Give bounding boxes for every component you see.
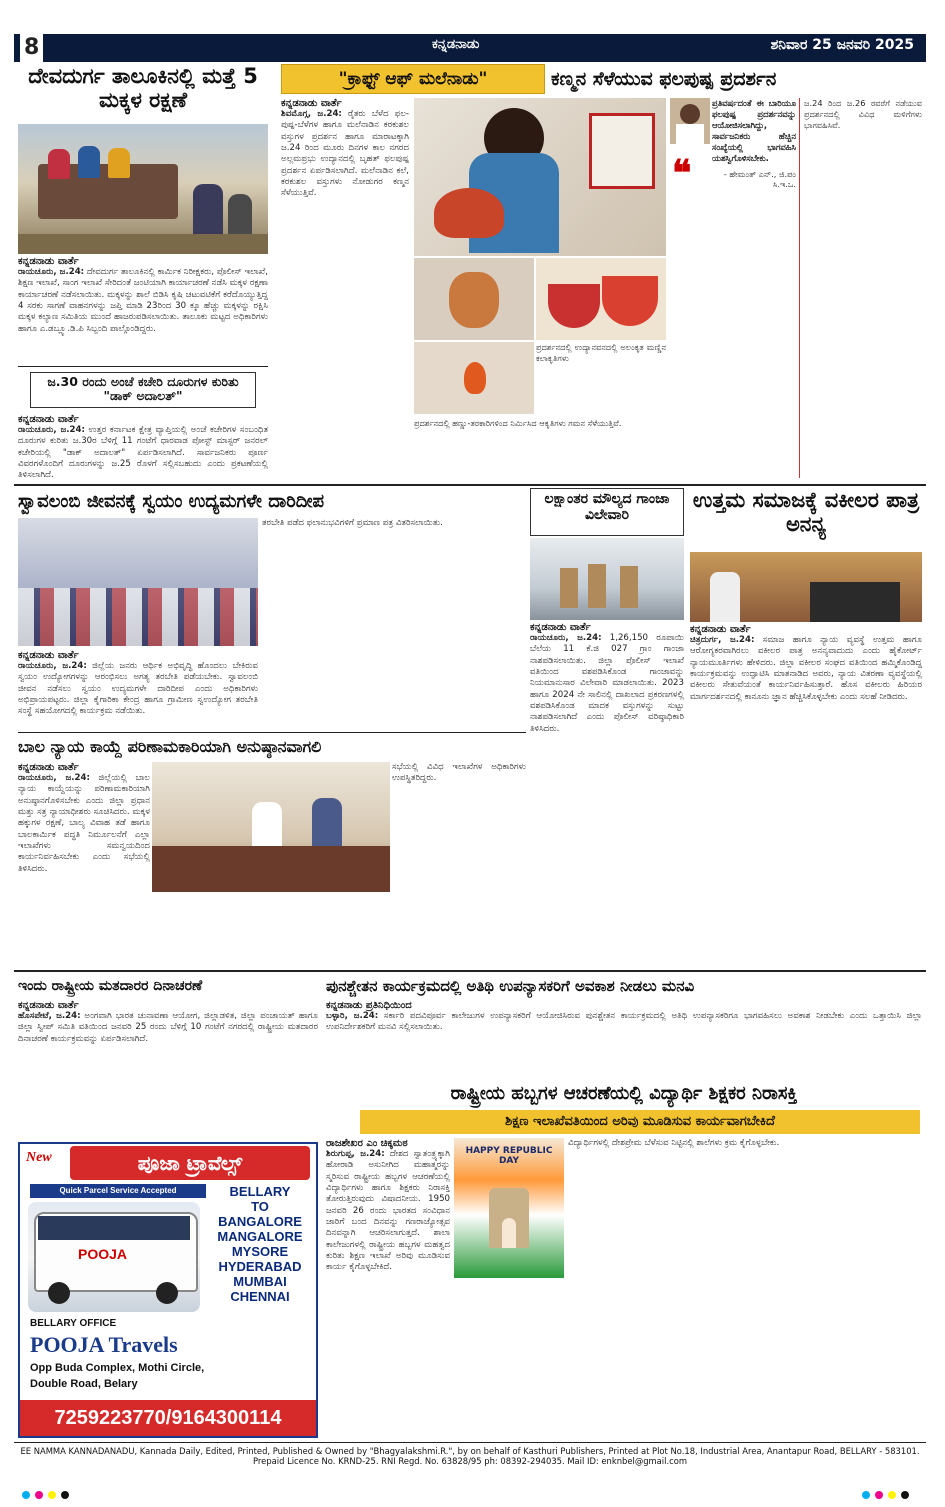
article3-dateline: ಶಿವಮೊಗ್ಗ, ಜ.24: <box>281 109 342 119</box>
article5-photo <box>530 538 684 620</box>
color-registration-dots <box>862 1484 922 1494</box>
article8-text: ಅಂಗವಾಗಿ ಭಾರತ ಚುನಾವಣಾ ಆಯೋಗ, ಜಿಲ್ಲಾಡಳಿತ, ಜಿಲ್ಲಾ ಪಂಚಾಯತ್ ಹಾಗೂ ಜಿಲ್ಲಾ ಸ್ವೀಪ್ ಸಮಿತಿ ವತಿಯಿಂದ ಜನವರಿ 25 ರಂದು ಬೆಳಿಗ್ಗೆ 10 ಗಂಟೆಗೆ ನಗರದಲ್ಲಿ ರಾಷ್ಟ್ರೀಯ ಮತದಾರರ ದಿನಾಚರಣೆ ಕಾರ್ಯಕ್ರಮವನ್ನು ಏರ್ಪಡಿಸಲಾಗಿದೆ. <box>18 1011 318 1044</box>
article10-headline: ರಾಷ್ಟ್ರೀಯ ಹಬ್ಬಗಳ ಆಚರಣೆಯಲ್ಲಿ ವಿದ್ಯಾರ್ಥಿ ಶಿಕ್ಷಕರ ನಿರಾಸಕ್ತಿ <box>450 1083 798 1104</box>
article3-photo-main <box>414 98 666 256</box>
footer-divider <box>14 1442 926 1443</box>
article3-caption-box <box>536 342 666 414</box>
article10-text: ದೇಶದ ಸ್ವಾತಂತ್ರ್ಯಕ್ಕಾಗಿ ಹೋರಾಡಿ ಅಸುನೀಗಿದ ಮಹಾತ್ಮರನ್ನು ಸ್ಮರಿಸುವ ರಾಷ್ಟ್ರೀಯ ಹಬ್ಬಗಳ ಆಚರಣೆಯಲ್ಲಿ ವಿದ್ಯಾರ್ಥಿಗಳು ಹಾಗೂ ಶಿಕ್ಷಕರು ನಿರಾಸಕ್ತಿ ತೋರುತ್ತಿರುವುದು ವಿಷಾದನೀಯ. 1950 ಜನವರಿ 26 ರಂದು ಭಾರತದ ಸಂವಿಧಾನ ಜಾರಿಗೆ ಬಂದ ದಿನವನ್ನು ಗಣರಾಜ್ಯೋತ್ಸವ ದಿನವನ್ನಾಗಿ ಆಚರಿಸಲಾಗುತ್ತದೆ. ಶಾಲಾ ಕಾಲೇಜುಗಳಲ್ಲಿ ರಾಷ್ಟ್ರೀಯ ಹಬ್ಬಗಳ ಮಹತ್ವದ ಕುರಿತು ಶಿಕ್ಷಣ ಇಲಾಖೆ ಅರಿವು ಮೂಡಿಸುವ ಕಾರ್ಯ ಕೈಗೊಳ್ಳಬೇಕಿದೆ. <box>326 1149 450 1273</box>
ad-phone-box <box>20 1400 316 1436</box>
article10-body-cont: ವಿದ್ಯಾರ್ಥಿಗಳಲ್ಲಿ ದೇಶಪ್ರೇಮ ಬೆಳೆಸುವ ನಿಟ್ಟಿನಲ್ಲಿ ಶಾಲೆಗಳು ಕ್ರಮ ಕೈಗೊಳ್ಳಬೇಕು. <box>568 1138 780 1148</box>
column-divider <box>799 98 800 478</box>
article1-dateline: ರಾಯಚೂರು, ಜ.24: <box>18 267 85 277</box>
ad-destination: MANGALORE <box>217 1229 303 1244</box>
article3-byline: ಕನ್ನಡನಾಡು ವಾರ್ತೆ <box>281 98 342 109</box>
article6-body <box>690 624 922 966</box>
article8-byline: ಕನ್ನಡನಾಡು ವಾರ್ತೆ <box>18 1000 79 1011</box>
ad-address-1: Opp Buda Complex, Mothi Circle, <box>30 1362 205 1374</box>
article3-quote-box <box>712 98 796 294</box>
ad-company: POOJA Travels <box>30 1332 178 1357</box>
article10-byline: ರಾಜಶೇಖರ ಎಂ ಚಿಕ್ಕಮಠ <box>326 1138 408 1149</box>
article3-headline: ಕಣ್ಮನ ಸೆಳೆಯುವ ಫಲಪುಷ್ಪ ಪ್ರದರ್ಶನ <box>551 68 777 90</box>
quote-mark-icon: ❝ <box>672 152 692 194</box>
article10-republic-day-image <box>454 1138 564 1278</box>
article6-headline: ಉತ್ತಮ ಸಮಾಜಕ್ಕೆ ವಕೀಲರ ಪಾತ್ರ ಅನನ್ಯ <box>692 488 920 537</box>
article2-body <box>18 414 268 480</box>
article5-byline: ಕನ್ನಡನಾಡು ವಾರ್ತೆ <box>530 622 591 633</box>
divider <box>18 366 268 367</box>
ad-brand-box <box>70 1146 310 1180</box>
paper-name: ಕನ್ನಡನಾಡು <box>432 37 480 52</box>
ad-brand: ಪೂಜಾ ಟ್ರಾವೆಲ್ಸ್ <box>137 1151 243 1175</box>
ad-destination: BANGALORE <box>218 1214 302 1229</box>
article3-caption: ಪ್ರದರ್ಶನದಲ್ಲಿ ಉದ್ಯಾನವನದಲ್ಲಿ ಅಲಂಕೃತ ಮಣ್ಣಿನ ಕಲಾಕೃತಿಗಳು <box>536 342 666 363</box>
article7-text: ಜಿಲ್ಲೆಯಲ್ಲಿ ಬಾಲ ನ್ಯಾಯ ಕಾಯ್ದೆಯನ್ನು ಪರಿಣಾಮಕಾರಿಯಾಗಿ ಅನುಷ್ಠಾನಗೊಳಿಸಬೇಕು ಎಂದು ಜಿಲ್ಲಾ ಪ್ರಧಾನ ಮತ್ತು ಸತ್ರ ನ್ಯಾಯಾಧೀಶರು ಸೂಚಿಸಿದರು. ಮಕ್ಕಳ ಹಕ್ಕುಗಳ ರಕ್ಷಣೆ, ಬಾಲ್ಯ ವಿವಾಹ ತಡೆ ಹಾಗೂ ಬಾಲಕಾರ್ಮಿಕ ಪದ್ಧತಿ ನಿರ್ಮೂಲನೆಗೆ ಎಲ್ಲಾ ಇಲಾಖೆಗಳು ಸಮನ್ವಯದಿಂದ ಕಾರ್ಯನಿರ್ವಹಿಸಬೇಕು ಎಂದು ಸಭೆಯಲ್ಲಿ ತಿಳಿಸಿದರು. <box>18 773 150 874</box>
article3-quote-photo <box>670 98 710 144</box>
article6-dateline: ಚಿತ್ರದುರ್ಗ, ಜ.24: <box>690 635 755 645</box>
ad-destination: MYSORE <box>231 1244 289 1259</box>
article3-tag: "ಕ್ರಾಫ್ಟ್ ಆಫ್ ಮಲೆನಾಡು" <box>338 69 488 89</box>
article3-tag-box <box>281 64 545 94</box>
article4-photo <box>18 518 258 646</box>
article4-text: ಜಿಲ್ಲೆಯ ಜನರು ಆರ್ಥಿಕ ಅಭಿವೃದ್ಧಿ ಹೊಂದಲು ಬೇಕಿರುವ ಸ್ವಯಂ ಉದ್ಯೋಗಗಳನ್ನು ಆರಂಭಿಸಲು ಅಗತ್ಯ ತರಬೇತಿ ಪಡೆಯಬೇಕು. ಸ್ವಾವಲಂಬಿ ಜೀವನ ನಡೆಸಲು ಸ್ವಯಂ ಉದ್ಯಮಗಳೇ ದಾರಿದೀಪ ಎಂದು ಅಧಿಕಾರಿಗಳು ಅಭಿಪ್ರಾಯಪಟ್ಟರು. ಜಿಲ್ಲಾ ಕೈಗಾರಿಕಾ ಕೇಂದ್ರ ಹಾಗೂ ಗ್ರಾಮೀಣ ಸ್ವಉದ್ಯೋಗ ತರಬೇತಿ ಸಂಸ್ಥೆ ಸಹಯೋಗದಲ್ಲಿ ಕಾರ್ಯಕ್ರಮ ನಡೆಯಿತು. <box>18 661 258 717</box>
pooja-travels-ad <box>18 1142 318 1438</box>
article1-body <box>18 256 268 364</box>
ad-routes <box>206 1184 314 1304</box>
article3-body <box>281 98 409 336</box>
article7-photo <box>152 762 390 892</box>
page-number: 8 <box>20 34 43 62</box>
masthead-bar <box>14 34 926 62</box>
article3-body-cont: ಪ್ರದರ್ಶನದಲ್ಲಿ ಹಣ್ಣು-ತರಕಾರಿಗಳಿಂದ ನಿರ್ಮಿಸಿದ ಆಕೃತಿಗಳು ಗಮನ ಸೆಳೆಯುತ್ತಿವೆ. <box>414 418 622 428</box>
ad-new-label: New <box>26 1150 52 1165</box>
article4-body-cont: ತರಬೇತಿ ಪಡೆದ ಫಲಾನುಭವಿಗಳಿಗೆ ಪ್ರಮಾಣ ಪತ್ರ ವಿತರಿಸಲಾಯಿತು. <box>262 518 443 528</box>
article10-dateline: ಶಿರುಗುಪ್ಪ, ಜ.24: <box>326 1149 385 1159</box>
article6-byline: ಕನ್ನಡನಾಡು ವಾರ್ತೆ <box>690 624 751 635</box>
article3-text: ರೈತರು ಬೆಳೆದ ಫಲ-ಪುಷ್ಪ-ಬೆಳೆಗಳ ಹಾಗೂ ಮಲೆನಾಡಿನ ಕರಕುಶಲ ವಸ್ತುಗಳ ಪ್ರದರ್ಶನ ಹಾಗೂ ಮಾರಾಟಕ್ಕಾಗಿ ಜ.24 ರಿಂದ ಮೂರು ದಿನಗಳ ಕಾಲ ನಗರದ ಅಲ್ಲಮಪ್ರಭು ಉದ್ಯಾನದಲ್ಲಿ ಬೃಹತ್ ಫಲಪುಷ್ಪ ಪ್ರದರ್ಶನ ಏರ್ಪಡಿಸಲಾಗಿದೆ. ಮಲೆನಾಡಿನ ಕಲೆ, ಕರಕುಶಲ ವಸ್ತುಗಳು ನೋಡುಗರ ಕಣ್ಮನ ಸೆಳೆಯುತ್ತಿವೆ. <box>281 109 409 199</box>
article9-dateline: ಬಳ್ಳಾರಿ, ಜ.24: <box>326 1011 379 1021</box>
article4-headline: ಸ್ವಾವಲಂಬಿ ಜೀವನಕ್ಕೆ ಸ್ವಯಂ ಉದ್ಯಮಗಳೇ ದಾರಿದೀಪ <box>18 491 325 512</box>
article9-text: ಸರ್ಕಾರಿ ಪದವಿಪೂರ್ವ ಕಾಲೇಜುಗಳ ಉಪನ್ಯಾಸಕರಿಗೆ ಆಯೋಜಿಸಿರುವ ಪುನಶ್ಚೇತನ ಕಾರ್ಯಕ್ರಮದಲ್ಲಿ ಅತಿಥಿ ಉಪನ್ಯಾಸಕರಿಗೂ ಭಾಗವಹಿಸಲು ಅವಕಾಶ ನೀಡಬೇಕು ಎಂದು ಒತ್ತಾಯಿಸಿ ಜಿಲ್ಲಾ ಉಪನಿರ್ದೇಶಕರಿಗೆ ಮನವಿ ಸಲ್ಲಿಸಲಾಯಿತು. <box>326 1011 922 1033</box>
article6-text: ಸಮಾಜ ಹಾಗೂ ನ್ಯಾಯ ವ್ಯವಸ್ಥೆ ಉತ್ತಮ ಹಾಗೂ ಆರೋಗ್ಯಕರವಾಗಿರಲು ವಕೀಲರ ಪಾತ್ರ ಅನನ್ಯವಾದುದು ಎಂದು ಹೈಕೋರ್ಟ್ ನ್ಯಾಯಮೂರ್ತಿಗಳು ಹೇಳಿದರು. ಜಿಲ್ಲಾ ವಕೀಲರ ಸಂಘದ ವತಿಯಿಂದ ಹಮ್ಮಿಕೊಂಡಿದ್ದ ಕಾರ್ಯಕ್ರಮವನ್ನು ಉದ್ಘಾಟಿಸಿ ಮಾತನಾಡಿದ ಅವರು, ನ್ಯಾಯ ವಿತರಣಾ ವ್ಯವಸ್ಥೆಯಲ್ಲಿ ವಕೀಲರು ಸೇತುವೆಯಂತೆ ಕಾರ್ಯನಿರ್ವಹಿಸುತ್ತಾರೆ. ಹೊಸ ವಕೀಲರು ಹಿರಿಯರ ಮಾರ್ಗದರ್ಶನದಲ್ಲಿ ಕಾನೂನು ಜ್ಞಾನ ಹೆಚ್ಚಿಸಿಕೊಳ್ಳಬೇಕು ಎಂದು ಸಲಹೆ ನೀಡಿದರು. <box>690 635 922 702</box>
article9-headline: ಪುನಶ್ಚೇತನ ಕಾರ್ಯಕ್ರಮದಲ್ಲಿ ಅತಿಥಿ ಉಪನ್ಯಾಸಕರಿಗೆ ಅವಕಾಶ ನೀಡಲು ಮನವಿ <box>326 977 695 995</box>
article6-photo <box>690 552 922 622</box>
ad-destination: MUMBAI <box>233 1274 287 1289</box>
footer-line-1: EE NAMMA KANNADANADU, Kannada Daily, Edited, Printed, Published & Owned by "Bhagyalakshmi.R.", by on behalf of Kasthuri Publishers, Printed at Plot No.18, Industrial Area, Anantapur Road, BELLARY - 583101. <box>20 1446 920 1456</box>
article2-byline: ಕನ್ನಡನಾಡು ವಾರ್ತೆ <box>18 414 79 425</box>
article3-body-right: ಜ.24 ರಿಂದ ಜ.26 ರವರೆಗೆ ನಡೆಯುವ ಪ್ರದರ್ಶನದಲ್ಲಿ ವಿವಿಧ ಮಳಿಗೆಗಳು ಭಾಗವಹಿಸಿವೆ. <box>804 98 922 130</box>
footer-line-2: Prepaid Licence No. KRND-25. RNI Regd. No. 63828/95 ph: 08392-294035. Mail ID: enknbel@gmail.com <box>253 1456 687 1466</box>
article7-dateline: ರಾಯಚೂರು, ಜ.24: <box>18 773 90 783</box>
republic-day-label: HAPPY REPUBLIC DAY <box>465 1146 553 1166</box>
article5-headline: ಲಕ್ಷಾಂತರ ಮೌಲ್ಯದ ಗಾಂಜಾ ವಿಲೇವಾರಿ <box>530 488 684 536</box>
issue-date: ಶನಿವಾರ 25 ಜನವರಿ 2025 <box>770 37 914 53</box>
divider <box>18 732 526 733</box>
article10-subhead: ಶಿಕ್ಷಣ ಇಲಾಖೆವತಿಯಿಂದ ಅರಿವು ಮೂಡಿಸುವ ಕಾರ್ಯವಾಗಬೇಕಿದೆ <box>505 1114 775 1129</box>
ad-route-to: TO <box>251 1199 269 1214</box>
article8-body <box>18 1000 318 1140</box>
article10-subhead-box <box>360 1110 920 1134</box>
article8-dateline: ಹೊಸಪೇಟೆ, ಜ.24: <box>18 1011 81 1021</box>
ad-destination: CHENNAI <box>230 1289 290 1304</box>
article3-photo-baskets <box>536 258 666 340</box>
article7-byline: ಕನ್ನಡನಾಡು ವಾರ್ತೆ <box>18 762 79 773</box>
section-divider <box>14 970 926 972</box>
footer-imprint <box>14 1446 926 1466</box>
article9-body <box>326 1000 922 1078</box>
article3-photo-lamp <box>414 342 534 414</box>
article4-byline: ಕನ್ನಡನಾಡು ವಾರ್ತೆ <box>18 650 79 661</box>
article10-body <box>326 1138 450 1434</box>
article4-dateline: ರಾಯಚೂರು, ಜ.24: <box>18 661 87 671</box>
ad-route-from: BELLARY <box>229 1184 291 1199</box>
article3-quote-author: - ಹೇಮಂತ್ ಎನ್., ಜಿ.ಪಂ ಸಿ.ಇ.ಒ. <box>723 168 796 190</box>
article3-quote: ಪ್ರತಿವರ್ಷದಂತೆ ಈ ಬಾರಿಯೂ ಫಲಪುಷ್ಪ ಪ್ರದರ್ಶನವನ್ನು ಆಯೋಜಿಸಲಾಗಿದ್ದು, ಸಾರ್ವಜನಿಕರು ಹೆಚ್ಚಿನ ಸಂಖ್ಯೆಯಲ್ಲಿ ಭಾಗವಹಿಸಿ ಯಶಸ್ವಿಗೊಳಿಸಬೇಕು. <box>712 98 796 164</box>
article1-headline: ದೇವದುರ್ಗ ತಾಲೂಕಿನಲ್ಲಿ ಮತ್ತೆ 5 ಮಕ್ಕಳ ರಕ್ಷಣೆ <box>28 64 258 113</box>
article1-text: ದೇವದುರ್ಗ ತಾಲೂಕಿನಲ್ಲಿ ಕಾರ್ಮಿಕ ನಿರೀಕ್ಷಕರು, ಪೊಲೀಸ್ ಇಲಾಖೆ, ಶಿಕ್ಷಣ ಇಲಾಖೆ, ಸಾಂಗ ಇಲಾಖೆ ಸೇರಿದಂತೆ ಜಂಟಿಯಾಗಿ ಕಾರ್ಯಾಚರಣೆ ನಡೆಸಿ ಮಕ್ಕಳ ರಕ್ಷಣಾ ಕಾರ್ಯಾಚರಣೆ ನಡೆಸಲಾಯಿತು. ಮಕ್ಕಳನ್ನು ಶಾಲೆ ಬಿಡಿಸಿ ಕೃಷಿ ಚಟುವಟಿಕೆಗೆ ಕರೆದೊಯ್ಯುತ್ತಿದ್ದ 4 ಸರಕು ಸಾಗಣೆ ವಾಹನಗಳನ್ನು ಜಪ್ತಿ ಮಾಡಿ 23ರಿಂದ 30 ಕ್ಕೂ ಹೆಚ್ಚು ಮಕ್ಕಳನ್ನು ರಕ್ಷಿಸಿ ಮಕ್ಕಳ ಕಲ್ಯಾಣ ಸಮಿತಿಯ ಮುಂದೆ ಹಾಜರುಪಡಿಸಲಾಯಿತು. ತಾಲೂಕು ಮಟ್ಟದ ಅಧಿಕಾರಿಗಳು ಹಾಗೂ ಎ.ಡಬ್ಲ್ಯೂ.ಡಿ.ಪಿ ಸಿಬ್ಬಂದಿ ಪಾಲ್ಗೊಂಡಿದ್ದರು. <box>18 267 268 334</box>
article1-byline: ಕನ್ನಡನಾಡು ವಾರ್ತೆ <box>18 256 79 267</box>
article7-body-cont: ಸಭೆಯಲ್ಲಿ ವಿವಿಧ ಇಲಾಖೆಗಳ ಅಧಿಕಾರಿಗಳು ಉಪಸ್ಥಿತರಿದ್ದರು. <box>392 762 526 784</box>
article5-dateline: ರಾಯಚೂರು, ಜ.24: <box>530 633 602 643</box>
article8-headline: ಇಂದು ರಾಷ್ಟ್ರೀಯ ಮತದಾರರ ದಿನಾಚರಣೆ <box>18 978 203 994</box>
article2-headline: ಜ.30 ರಂದು ಅಂಚೆ ಕಚೇರಿ ದೂರುಗಳ ಕುರಿತು "ಡಾಕ್ ಅದಾಲತ್" <box>30 372 256 408</box>
ad-address-2: Double Road, Belary <box>30 1378 138 1390</box>
article2-dateline: ರಾಯಚೂರು, ಜ.24: <box>18 425 85 435</box>
ad-office-label: BELLARY OFFICE <box>30 1318 117 1329</box>
article3-photo-clay-face <box>414 258 534 340</box>
color-registration-dots <box>22 1484 82 1494</box>
article4-body <box>18 650 258 730</box>
ad-phone: 7259223770/9164300114 <box>54 1407 282 1429</box>
ad-destination: HYDERABAD <box>218 1259 302 1274</box>
section-divider <box>14 484 926 486</box>
article5-text: 1,26,150 ರೂಪಾಯಿ ಬೆಲೆಯ 11 ಕೆ.ಜಿ 027 ಗ್ರಾಂ ಗಾಂಜಾ ನಾಶಪಡಿಸಲಾಯಿತು. ಜಿಲ್ಲಾ ಪೊಲೀಸ್ ಇಲಾಖೆ ವತಿಯಿಂದ ವಶಪಡಿಸಿಕೊಂಡ ಗಾಂಜಾವನ್ನು ನಿಯಮಾನುಸಾರ ವಿಲೇವಾರಿ ಮಾಡಲಾಯಿತು. 2023 ಹಾಗೂ 2024 ನೇ ಸಾಲಿನಲ್ಲಿ ದಾಖಲಾದ ಪ್ರಕರಣಗಳಲ್ಲಿ ವಶಪಡಿಸಿಕೊಂಡ ಮಾದಕ ವಸ್ತುಗಳನ್ನು ಸುಟ್ಟು ನಾಶಪಡಿಸಲಾಗಿದೆ ಎಂದು ಪೊಲೀಸ್ ವರಿಷ್ಠಾಧಿಕಾರಿ ತಿಳಿಸಿದರು. <box>530 633 684 734</box>
article2-text: ಉತ್ತರ ಕರ್ನಾಟಕ ಕ್ಷೇತ್ರ ವ್ಯಾಪ್ತಿಯಲ್ಲಿ ಅಂಚೆ ಕಚೇರಿಗಳ ಸಂಬಂಧಿತ ದೂರುಗಳ ಕುರಿತು ಜ.30ರ ಬೆಳಿಗ್ಗೆ 11 ಗಂಟೆಗೆ ಧಾರವಾಡ ಪೋಸ್ಟ್ ಮಾಸ್ಟರ್ ಜನರಲ್ ಕಚೇರಿಯಲ್ಲಿ "ಡಾಕ್ ಅದಾಲತ್" ಏರ್ಪಡಿಸಲಾಗಿದೆ. ಸಾರ್ವಜನಿಕರು ಪೂರ್ಣ ವಿವರಗಳೊಂದಿಗೆ ದೂರುಗಳನ್ನು ಜ.25 ರೊಳಗೆ ಸಲ್ಲಿಸಬಹುದು ಎಂದು ಪ್ರಕಟಣೆಯಲ್ಲಿ ತಿಳಿಸಲಾಗಿದೆ. <box>18 425 268 480</box>
article5-body <box>530 622 684 966</box>
article7-body <box>18 762 150 968</box>
article9-byline: ಕನ್ನಡನಾಡು ಪ್ರತಿನಿಧಿಯಿಂದ <box>326 1000 412 1011</box>
article1-photo <box>18 124 268 254</box>
article7-headline: ಬಾಲ ನ್ಯಾಯ ಕಾಯ್ದೆ ಪರಿಣಾಮಕಾರಿಯಾಗಿ ಅನುಷ್ಠಾನವಾಗಲಿ <box>18 737 322 756</box>
ad-service-note: Quick Parcel Service Accepted <box>30 1184 206 1198</box>
ad-bus-image <box>28 1202 200 1312</box>
ad-bus-name: POOJA <box>78 1246 128 1262</box>
